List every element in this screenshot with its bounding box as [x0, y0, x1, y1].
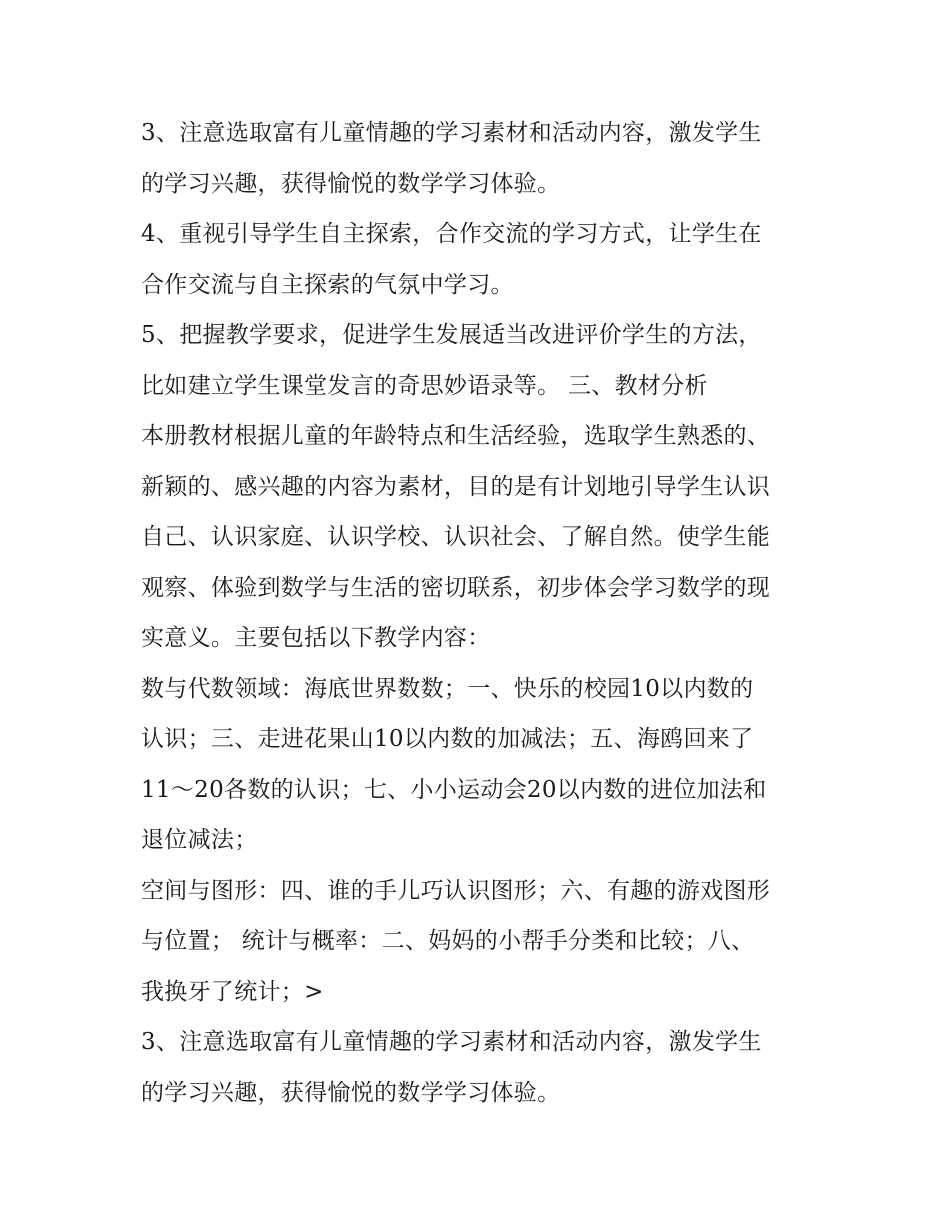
text-line: 3、注意选取富有儿童情趣的学习素材和活动内容，激发学生: [141, 120, 762, 146]
text-line: 与位置； 统计与概率：二、妈妈的小帮手分类和比较；八、: [141, 928, 755, 954]
text-line: 空间与图形：四、谁的手儿巧认识图形；六、有趣的游戏图形: [141, 877, 771, 904]
text-line: 新颖的、感兴趣的内容为素材，目的是有计划地引导学生认识: [141, 473, 771, 500]
text-line: 退位减法；: [141, 827, 258, 853]
text-line: 数与代数领域：海底世界数数；一、快乐的校园10以内数的: [141, 675, 754, 702]
text-line: 的学习兴趣，获得愉悦的数学学习体验。: [141, 170, 561, 197]
text-line: 3、注意选取富有儿童情趣的学习素材和活动内容，激发学生: [141, 1029, 762, 1055]
text-line: 认识；三、走进花果山10以内数的加减法；五、海鸥回来了: [141, 726, 754, 752]
text-line: 自己、认识家庭、认识学校、认识社会、了解自然。使学生能: [141, 524, 771, 550]
text-line: 观察、体验到数学与生活的密切联系，初步体会学习数学的现: [141, 574, 771, 601]
text-line: 4、重视引导学生自主探索，合作交流的学习方式，让学生在: [141, 221, 762, 247]
document-body: [141, 108, 831, 1118]
text-line: 合作交流与自主探索的气氛中学习。: [141, 271, 514, 298]
text-line: 比如建立学生课堂发言的奇思妙语录等。 三、教材分析: [141, 372, 708, 399]
text-line: 本册教材根据儿童的年龄特点和生活经验，选取学生熟悉的、: [141, 423, 771, 449]
text-line: 5、把握教学要求，促进学生发展适当改进评价学生的方法，: [141, 322, 762, 348]
text-line: 11～20各数的认识；七、小小运动会20以内数的进位加法和: [141, 776, 767, 803]
text-line: 我换牙了统计；>: [141, 978, 324, 1005]
text-line: 的学习兴趣，获得愉悦的数学学习体验。: [141, 1079, 561, 1106]
text-line: 实意义。主要包括以下教学内容：: [141, 625, 491, 651]
